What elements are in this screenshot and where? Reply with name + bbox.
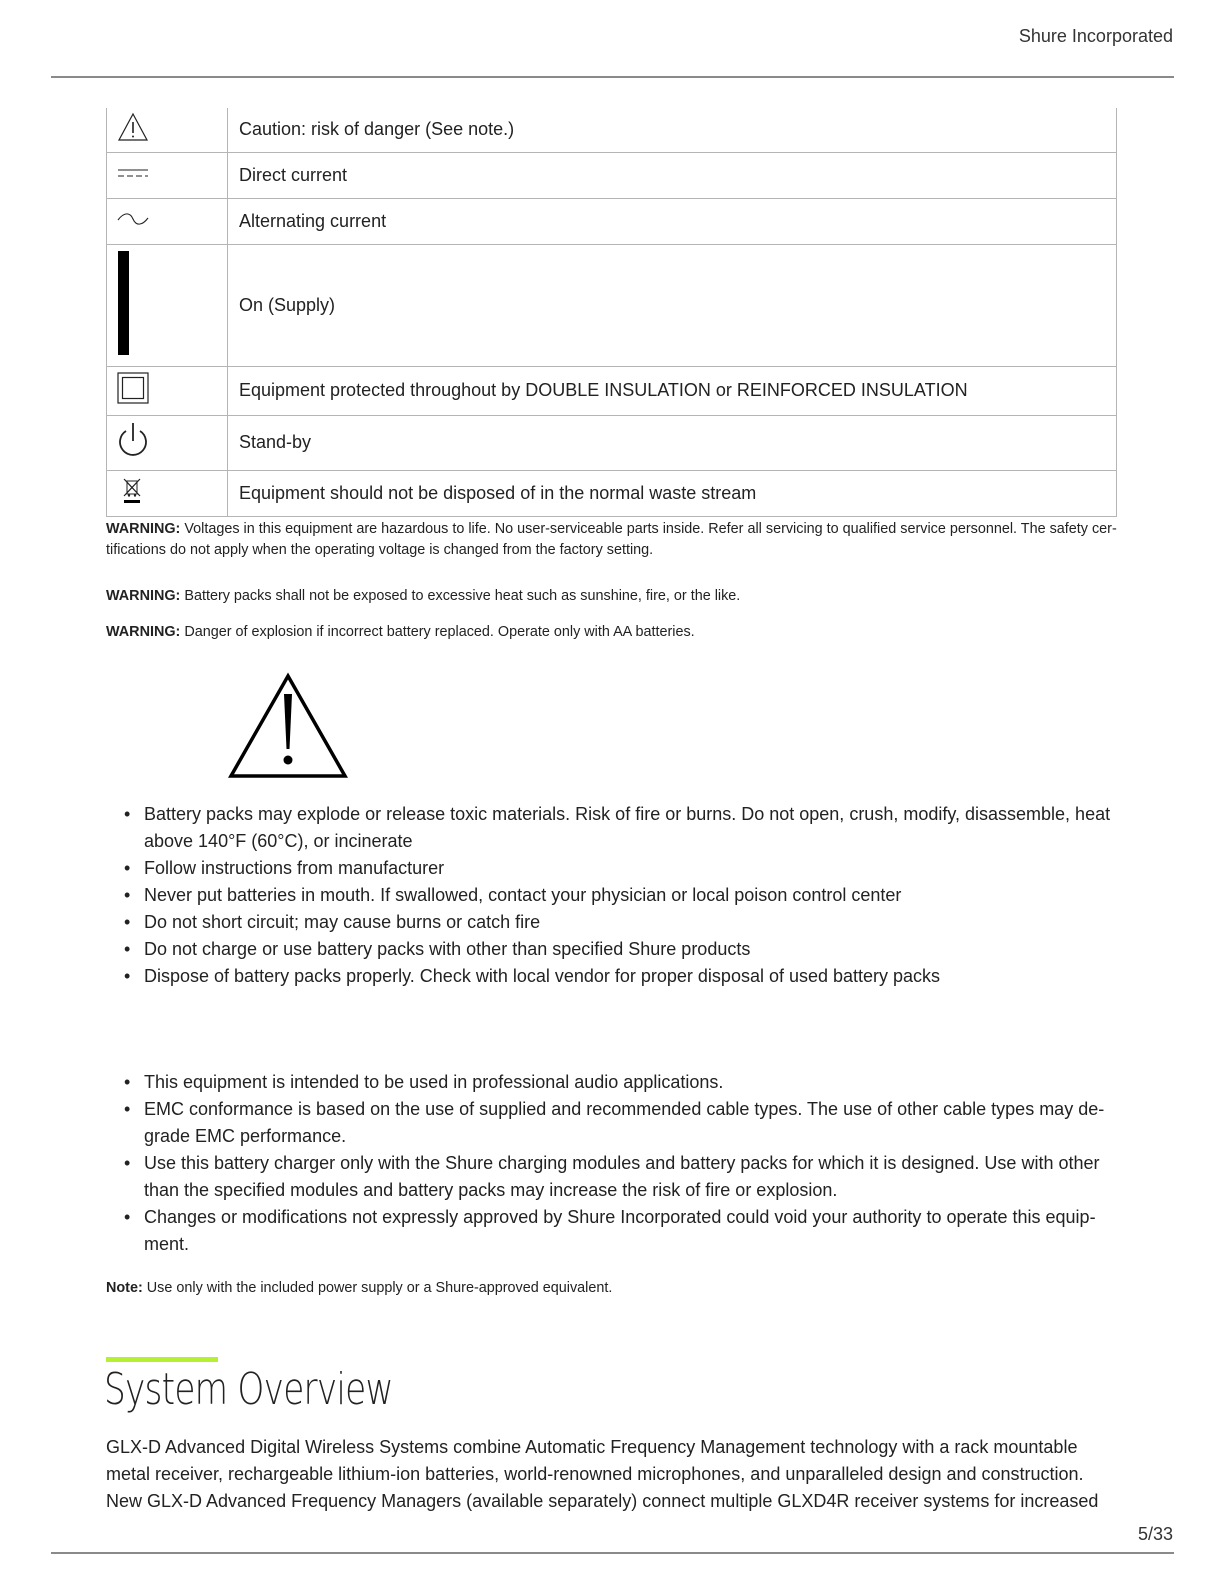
symbol-description: Equipment protected throughout by DOUBLE INSULATION or REINFORCED INSULATION [228, 366, 1117, 415]
header-brand: Shure Incorporated [1018, 26, 1173, 46]
header-divider [51, 76, 1174, 78]
list-item: • Battery packs may explode or release toxic materials. Risk of fire or burns. Do not open, crush, modify, disassemble, heat above 140°F (60°C), or incinerate [106, 801, 1118, 855]
table-row [107, 152, 1117, 198]
table-row [107, 198, 1117, 244]
table-row [107, 244, 1117, 366]
symbol-table [106, 108, 1117, 517]
list-item: • Use this battery charger only with the Shure charging modules and battery packs for which it is designed. Use with other than the specified modules and battery packs may increase the risk of fire or explosion. [106, 1150, 1118, 1204]
warning-label: WARNING: [106, 521, 181, 537]
note-label: Note: [106, 1280, 143, 1296]
symbol-description: Equipment should not be disposed of in the normal waste stream [228, 470, 1117, 516]
list-item: • Do not charge or use battery packs with other than specified Shure products [106, 936, 1118, 963]
list-item: • This equipment is intended to be used in professional audio applications. [106, 1069, 1118, 1096]
section-title: System Overview [104, 1364, 393, 1415]
alternating-current-icon [117, 212, 149, 226]
list-item: • Do not short circuit; may cause burns or catch fire [106, 909, 1118, 936]
warning-triangle-icon [228, 672, 348, 779]
standby-icon [117, 421, 149, 459]
warning-voltage [106, 519, 1118, 561]
table-row [107, 415, 1117, 470]
list-item: • Dispose of battery packs properly. Check with local vendor for proper disposal of used battery packs [106, 963, 1118, 990]
footer-divider [51, 1552, 1174, 1554]
table-row [107, 366, 1117, 415]
caution-triangle-icon [117, 112, 149, 142]
table-row [107, 108, 1117, 152]
page-number: 5/33 [1137, 1524, 1173, 1544]
direct-current-icon [117, 167, 149, 179]
table-row [107, 470, 1117, 516]
warning-text: Danger of explosion if incorrect battery replaced. Operate only with AA batteries. [180, 624, 695, 640]
warning-label: WARNING: [106, 588, 181, 604]
symbol-description: Direct current [228, 152, 1117, 198]
symbol-description: Caution: risk of danger (See note.) [228, 108, 1117, 152]
general-safety-list [106, 1069, 1118, 1258]
warning-text: Voltages in this equipment are hazardous to life. No user-serviceable parts inside. Refer all servicing to qualified service personnel. The safety certifications do not apply when the operating voltage is changed from the factory setting. [106, 521, 1117, 558]
note-text: Use only with the included power supply or a Shure-approved equivalent. [142, 1280, 613, 1296]
list-item: • Changes or modifications not expressly approved by Shure Incorporated could void your authority to operate this equipment. [106, 1204, 1118, 1258]
weee-bin-icon [121, 477, 143, 505]
list-item: • Follow instructions from manufacturer [106, 855, 1118, 882]
list-item: • EMC conformance is based on the use of supplied and recommended cable types. The use of other cable types may degrade EMC performance. [106, 1096, 1118, 1150]
battery-safety-list [106, 801, 1118, 990]
warning-label: WARNING: [106, 624, 181, 640]
symbol-description: Alternating current [228, 198, 1117, 244]
power-supply-note [106, 1278, 1118, 1299]
on-supply-icon [117, 250, 131, 356]
section-accent-bar [106, 1357, 218, 1362]
list-item: • Never put batteries in mouth. If swallowed, contact your physician or local poison control center [106, 882, 1118, 909]
section-body: GLX-D Advanced Digital Wireless Systems combine Automatic Frequency Management technology with a rack mountable metal receiver, rechargeable lithium-ion batteries, world-renowned microphones, and unparalleled design and construction. New GLX-D Advanced Frequency Managers (available separately) connect multiple GLXD4R receiver systems for increased [106, 1437, 1099, 1511]
warning-heat [106, 586, 1118, 607]
symbol-description: Stand-by [228, 415, 1117, 470]
double-insulation-icon [117, 372, 149, 404]
warning-text: Battery packs shall not be exposed to excessive heat such as sunshine, fire, or the like. [180, 588, 741, 604]
symbol-description: On (Supply) [228, 244, 1117, 366]
warning-explosion [106, 622, 1118, 643]
